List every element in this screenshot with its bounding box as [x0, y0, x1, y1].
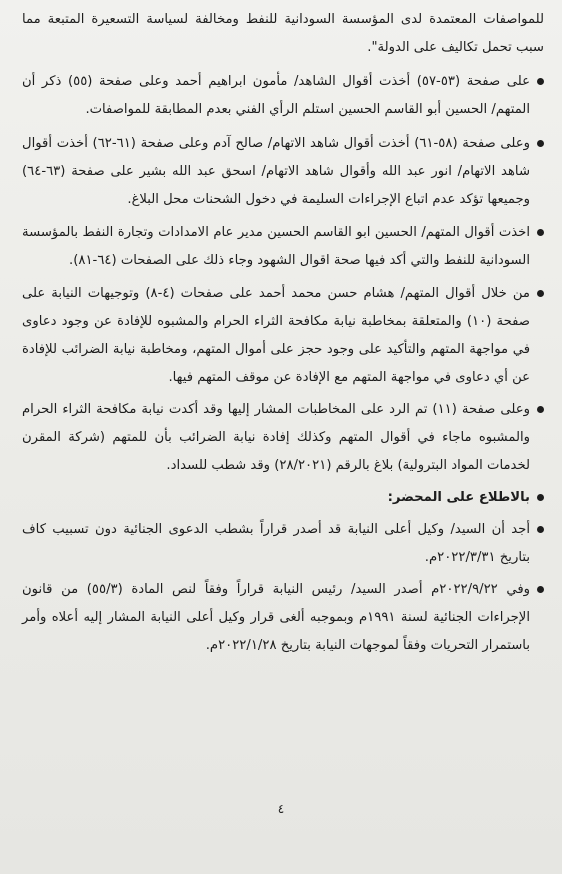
- paragraph: من خلال أقوال المتهم/ هشام حسن محمد أحمد على صفحات (٤-٨) وتوجيهات النيابة على صفحة (١٠) والمتعلقة بمخاطبة نيابة مكافحة الثراء الحرام والمشبوه للإفادة عن وجود دعاوى في مواجهة المتهم والتأكيد على وجود حجز على أموال المتهم، ومخاطبة نيابة الضرائب للإفادة عن أي دعاوى في مواجهة المتهم مع الإفادة عن موقف المتهم فيها.: [22, 280, 544, 392]
- paragraph: اخذت أقوال المتهم/ الحسين ابو القاسم الحسين مدير عام الامدادات وتجارة النفط بالمؤسسة السودانية للنفط والتي أكد فيها صحة اقوال الشهود وجاء ذلك على الصفحات (٦٤-٨١).: [22, 219, 544, 275]
- page-number: ٤: [277, 802, 285, 816]
- paragraph: وفي ٢٠٢٢/٩/٢٢م أصدر السيد/ رئيس النيابة قراراً وفقاً لنص المادة (٥٥/٣) من قانون الإجراءات الجنائية لسنة ١٩٩١م وبموجبه ألغى قرار وكيل أعلى النيابة المشار إليه أعلاه وأمر باستمرار التحريات وفقاً لموجهات النيابة بتاريخ ٢٠٢٢/١/٢٨م.: [22, 576, 544, 660]
- document-body: [22, 6, 544, 660]
- paragraph: وعلى صفحة (١١) تم الرد على المخاطبات المشار إليها وقد أكدت نيابة مكافحة الثراء الحرام والمشبوه ماجاء في أقوال المتهم وكذلك إفادة نيابة الضرائب بأن للمتهم (شركة المقرن لخدمات المواد البترولية) بلاغ بالرقم (٢٨/٢٠٢١) وقد شطب للسداد.: [22, 396, 544, 480]
- section-heading: بالاطلاع على المحضر:: [22, 484, 544, 512]
- paragraph: وعلى صفحة (٥٨-٦١) أخذت أقوال شاهد الاتهام/ صالح آدم وعلى صفحة (٦١-٦٢) أخذت أقوال شاهد الاتهام/ انور عبد الله وأقوال شاهد الاتهام/ اسحق عبد الله بشير على صفحة (٦٣-٦٤) وجميعها تؤكد عدم اتباع الإجراءات السليمة في دخول الشحنات محل البلاغ.: [22, 130, 544, 214]
- paragraph: على صفحة (٥٣-٥٧) أخذت أقوال الشاهد/ مأمون ابراهيم أحمد وعلى صفحة (٥٥) ذكر أن المتهم/ الحسين أبو القاسم الحسين استلم الرأي الفني بعدم المطابقة للمواصفات.: [22, 68, 544, 124]
- paragraph: أجد أن السيد/ وكيل أعلى النيابة قد أصدر قراراً بشطب الدعوى الجنائية دون تسبيب كاف بتاريخ ٢٠٢٢/٣/٣١م.: [22, 516, 544, 572]
- paragraph: للمواصفات المعتمدة لدى المؤسسة السودانية للنفط ومخالفة لسياسة التسعيرة المتبعة مما سبب تحمل تكاليف على الدولة".: [22, 12, 544, 55]
